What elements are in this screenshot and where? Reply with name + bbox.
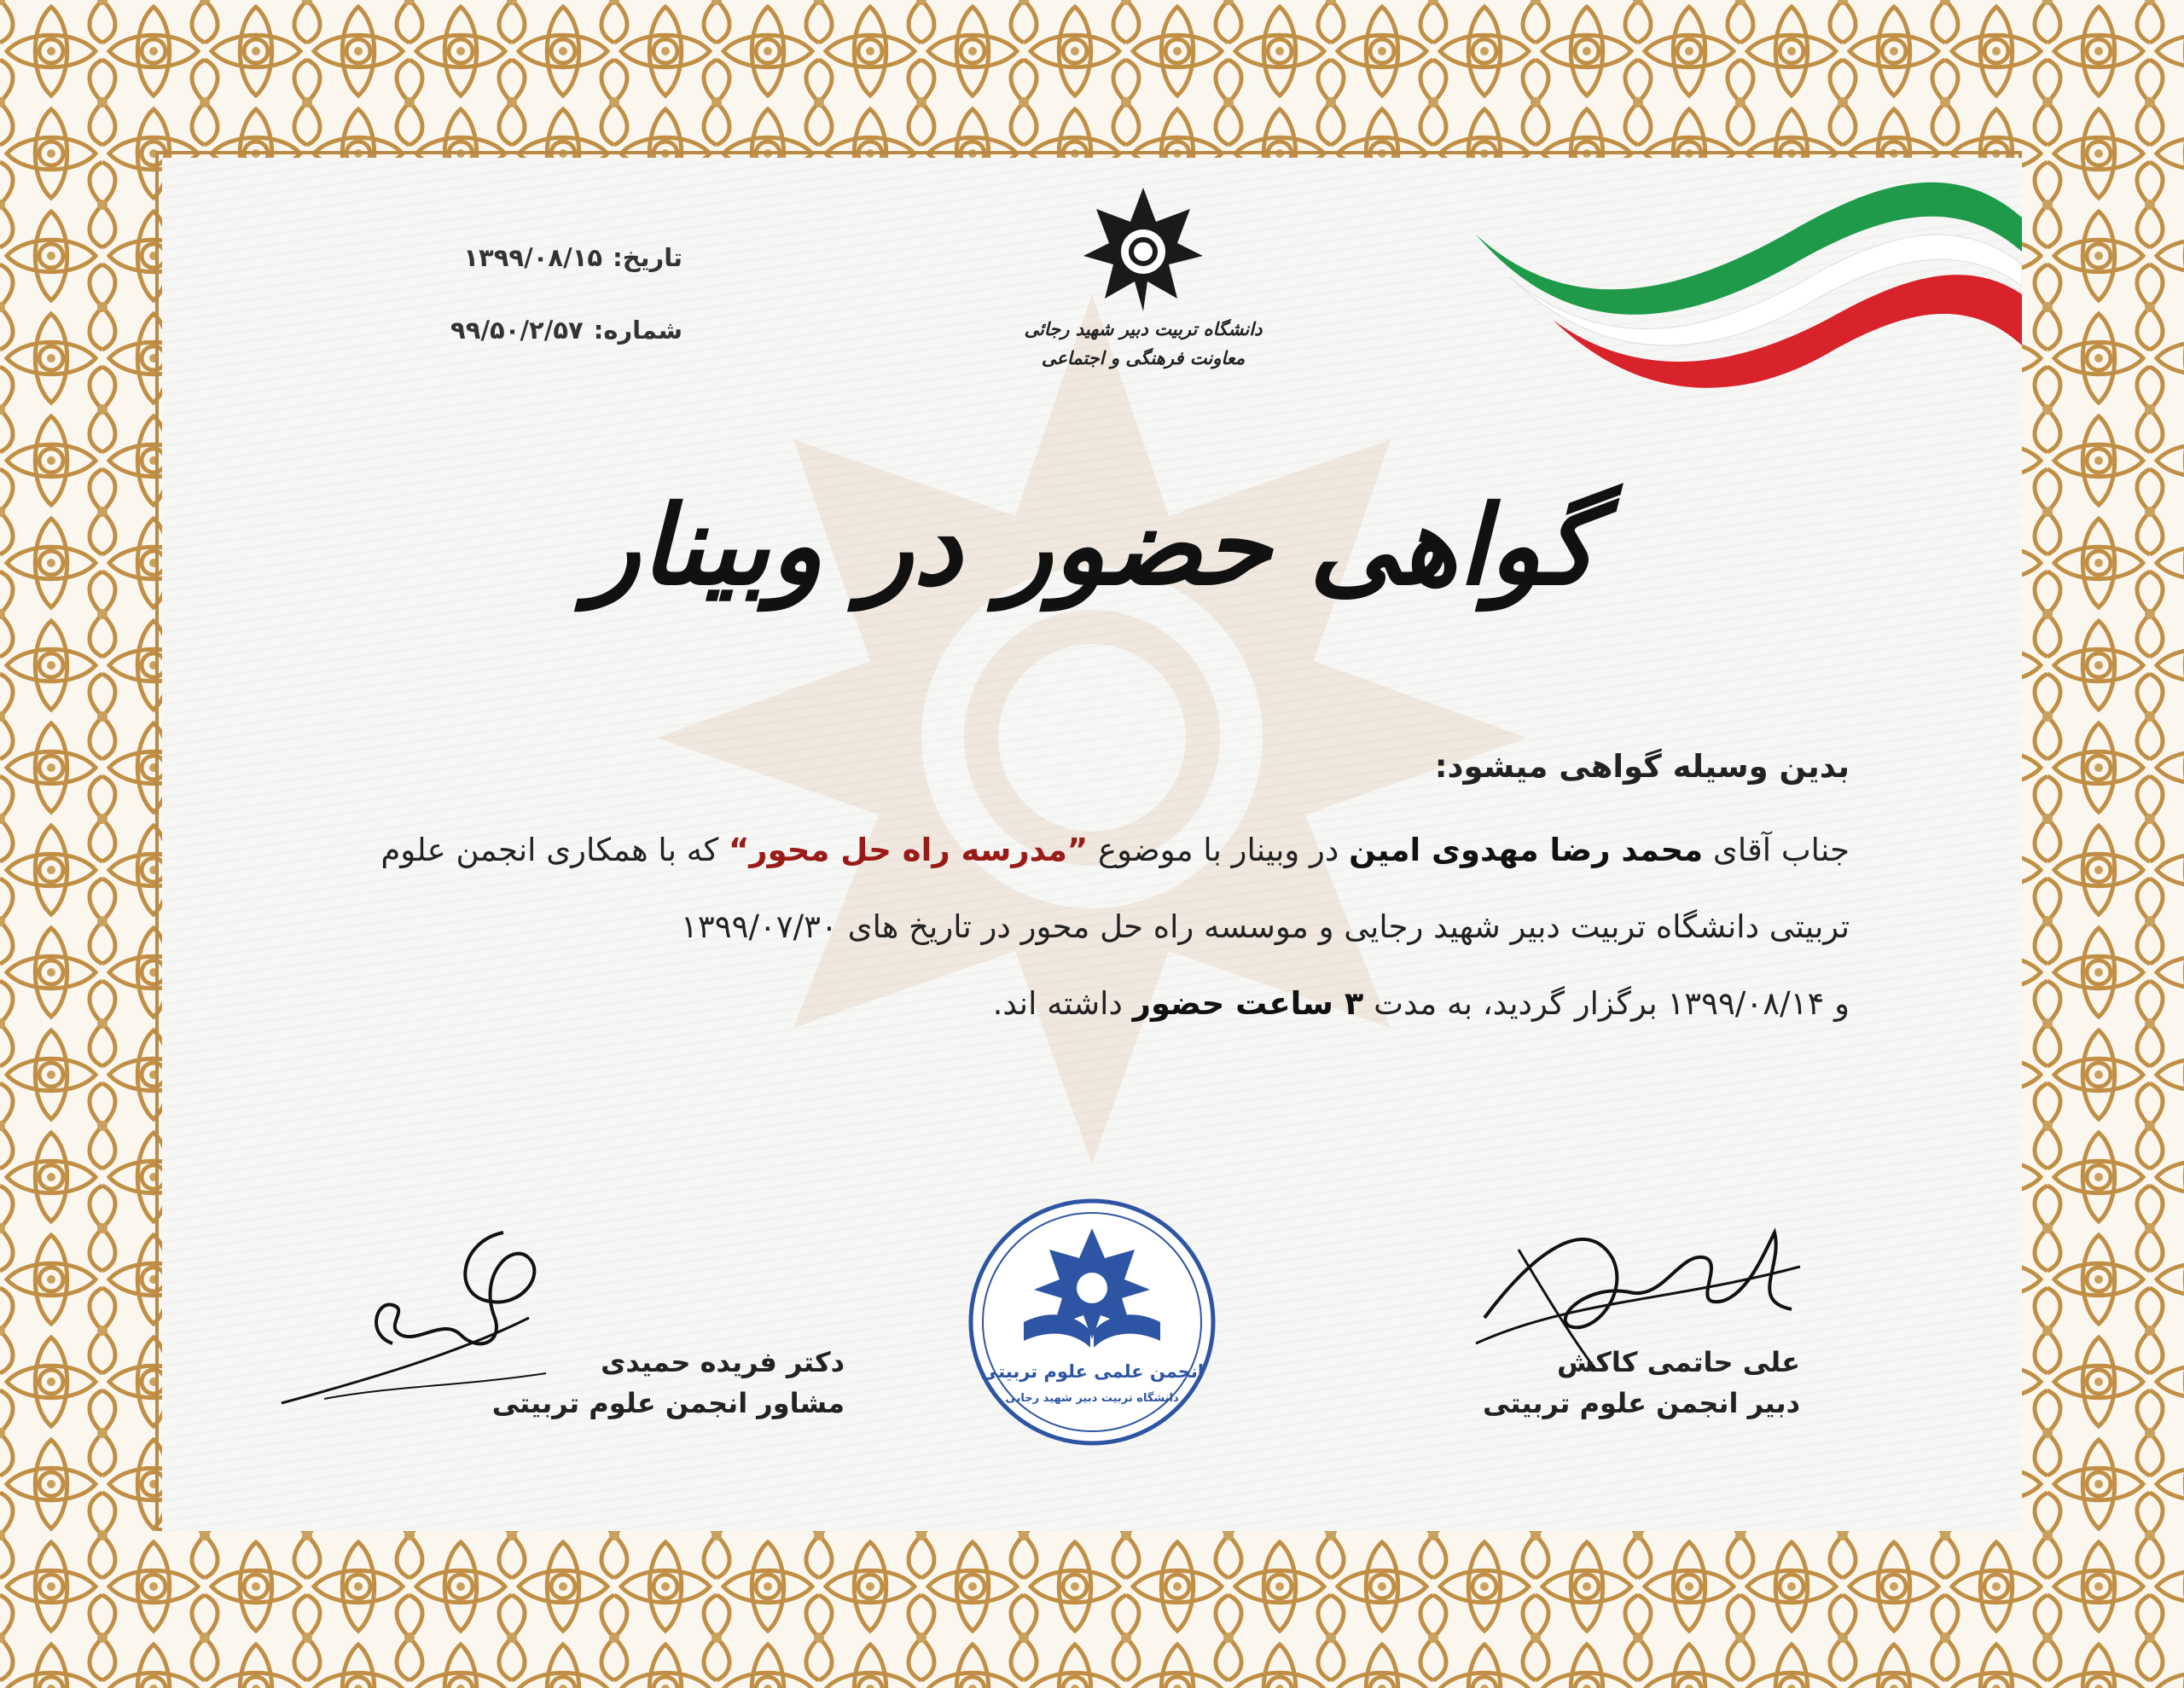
watermark-emblem	[623, 260, 1561, 1198]
date-value: ۱۳۹۹/۰۸/۱۵	[463, 243, 603, 272]
right-signatory-name: علی حاتمی کاکش	[1557, 1346, 1800, 1378]
seal-subtitle: دانشگاه تربیت دبیر شهید رجایی	[1005, 1392, 1179, 1405]
logo-department-name: معاونت فرهنگی و اجتماعی	[1041, 347, 1246, 368]
number-label: شماره:	[593, 316, 682, 345]
attendance-duration: ۳ ساعت حضور	[1132, 985, 1364, 1022]
right-signatory-role: دبیر انجمن علوم تربیتی	[1483, 1387, 1800, 1419]
flag-ribbon	[1476, 158, 2022, 414]
university-logo	[1015, 183, 1271, 373]
body-line-1	[380, 832, 1850, 868]
body-line3-suffix: داشته اند.	[992, 985, 1123, 1022]
body-line-2: تربیتی دانشگاه تربیت دبیر شهید رجایی و موسسه راه حل محور در تاریخ های ۱۳۹۹/۰۷/۳۰	[680, 908, 1850, 945]
left-signatory-role: مشاور انجمن علوم تربیتی	[491, 1387, 845, 1419]
body-line1-suffix: که با همکاری انجمن علوم	[380, 832, 719, 868]
body-line1-middle: در وبینار با موضوع	[1098, 832, 1339, 868]
seal-title: انجمن علمی علوم تربیتی	[979, 1361, 1205, 1382]
webinar-topic: ”مدرسه راه حل محور“	[728, 832, 1089, 868]
left-signatory	[492, 1342, 845, 1424]
body-line3-prefix: و ۱۳۹۹/۰۸/۱۴ برگزار گردید، به مدت	[1374, 985, 1850, 1022]
number-value: ۹۹/۵۰/۲/۵۷	[450, 316, 584, 345]
body-line-3	[993, 985, 1850, 1022]
intro-text: بدین وسیله گواهی میشود:	[1434, 748, 1850, 785]
recipient-name: محمد رضا مهدوی امین	[1349, 832, 1704, 868]
date-label: تاریخ:	[613, 243, 682, 272]
left-signatory-name: دکتر فریده حمیدی	[601, 1346, 845, 1378]
association-seal	[964, 1194, 1220, 1450]
certificate-body	[162, 158, 2022, 1531]
right-signatory	[1483, 1342, 1800, 1424]
number-line	[440, 316, 682, 345]
logo-university-name: دانشگاه تربیت دبیر شهید رجائی	[1024, 318, 1263, 339]
date-line	[453, 243, 682, 272]
body-line1-prefix: جناب آقای	[1712, 832, 1850, 868]
certificate-title: گواهی حضور در وبینار	[587, 482, 1597, 610]
university-emblem-icon	[1079, 183, 1207, 311]
